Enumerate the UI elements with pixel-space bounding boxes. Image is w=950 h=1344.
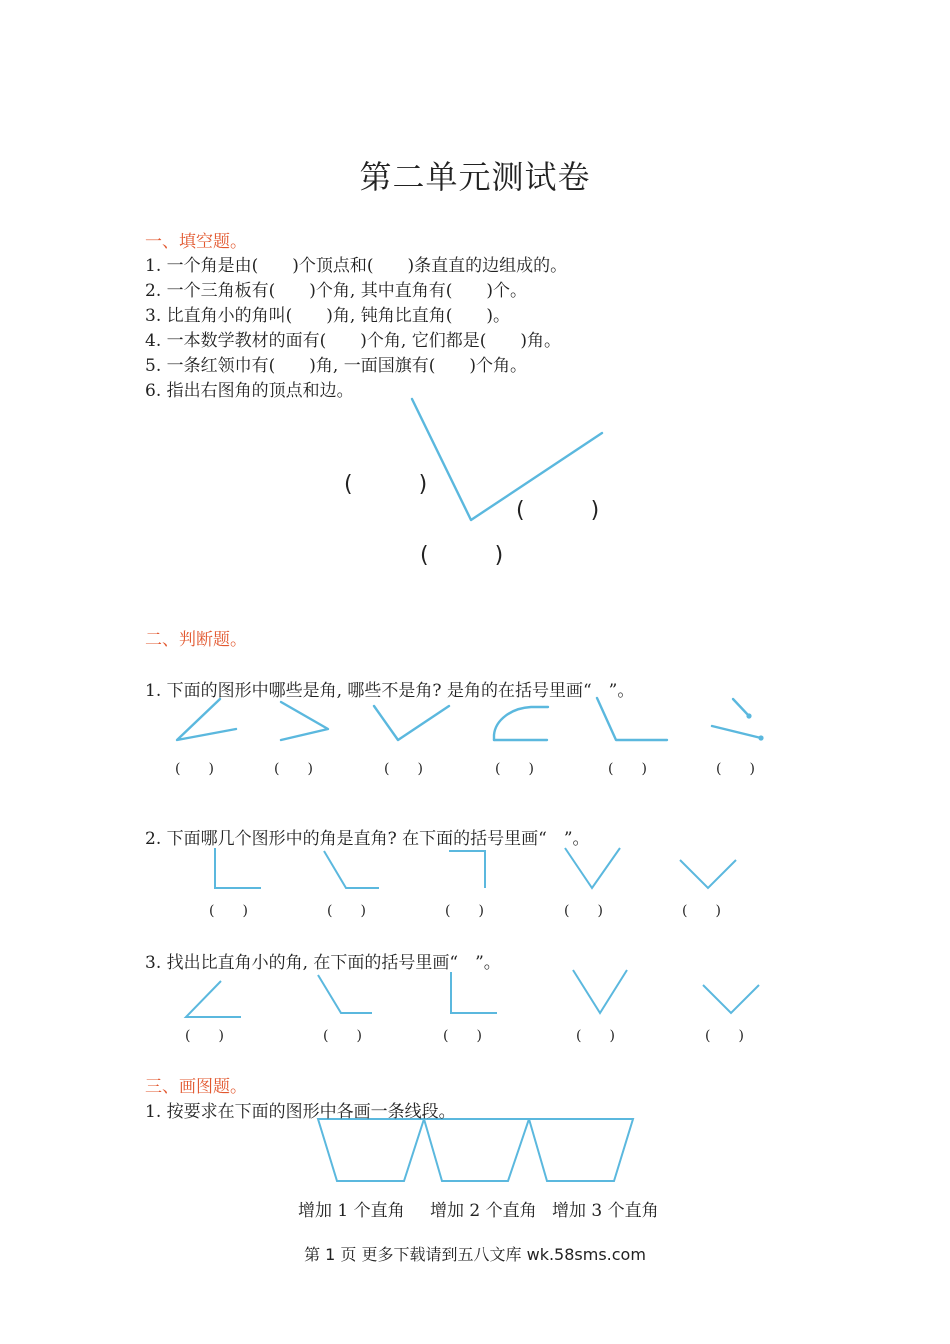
fill-question-3: 3. 比直角小的角叫( )角, 钝角比直角( )。 — [145, 306, 510, 326]
answer-paren: ( ) — [209, 903, 248, 919]
angle-figure — [177, 699, 236, 740]
curved-figure — [494, 707, 548, 740]
answer-paren: ( ) — [564, 903, 603, 919]
angle-figure — [573, 970, 627, 1013]
angle-figure — [324, 851, 379, 888]
judge-question-1: 1. 下面的图形中哪些是角, 哪些不是角? 是角的在括号里画“ ”。 — [145, 681, 635, 701]
answer-paren: ( ) — [274, 761, 313, 777]
dot-icon — [758, 735, 763, 740]
judge-question-3: 3. 找出比直角小的角, 在下面的括号里画“ ”。 — [145, 953, 501, 973]
section-2-heading: 二、判断题。 — [145, 630, 247, 650]
answer-paren: ( ) — [185, 1028, 224, 1044]
section-1-heading: 一、填空题。 — [145, 232, 247, 252]
answer-paren: ( ) — [576, 1028, 615, 1044]
trapezoid-1 — [318, 1119, 424, 1181]
right-angle-figure — [449, 851, 485, 888]
page-footer: 第 1 页 更多下载请到五八文库 wk.58sms.com — [304, 1245, 646, 1264]
answer-paren: ( ) — [445, 903, 484, 919]
judge-question-2: 2. 下面哪几个图形中的角是直角? 在下面的括号里画“ ”。 — [145, 829, 590, 849]
angle-figure — [680, 860, 736, 888]
vertex-side-blank: ( ) — [516, 498, 600, 523]
angle-figure — [186, 981, 241, 1017]
vertex-side-blank: ( ) — [420, 543, 504, 568]
angle-figure — [565, 848, 620, 888]
answer-paren: ( ) — [384, 761, 423, 777]
trapezoid-caption-3: 增加 3 个直角 — [552, 1201, 659, 1221]
answer-paren: ( ) — [443, 1028, 482, 1044]
angle-figure — [703, 985, 759, 1013]
angle-figure — [281, 702, 328, 740]
page-title: 第二单元测试卷 — [359, 158, 591, 196]
trapezoid-2 — [424, 1119, 529, 1181]
right-angle-figure — [451, 972, 497, 1013]
trapezoid-caption-1: 增加 1 个直角 — [298, 1201, 405, 1221]
answer-paren: ( ) — [608, 761, 647, 777]
answer-paren: ( ) — [323, 1028, 362, 1044]
answer-paren: ( ) — [716, 761, 755, 777]
draw-question-1: 1. 按要求在下面的图形中各画一条线段。 — [145, 1102, 456, 1122]
angle-figure — [318, 975, 372, 1013]
open-figure-line-1 — [733, 699, 749, 716]
section-3-heading: 三、画图题。 — [145, 1077, 247, 1097]
answer-paren: ( ) — [495, 761, 534, 777]
vertex-side-blank: ( ) — [344, 472, 428, 497]
trapezoid-caption-2: 增加 2 个直角 — [430, 1201, 537, 1221]
right-angle-figure — [215, 848, 261, 888]
answer-paren: ( ) — [327, 903, 366, 919]
fill-question-4: 4. 一本数学教材的面有( )个角, 它们都是( )角。 — [145, 331, 561, 351]
answer-paren: ( ) — [705, 1028, 744, 1044]
fill-question-6: 6. 指出右图角的顶点和边。 — [145, 381, 354, 401]
dot-icon — [746, 713, 751, 718]
fill-question-2: 2. 一个三角板有( )个角, 其中直角有( )个。 — [145, 281, 527, 301]
trapezoid-3 — [529, 1119, 633, 1181]
answer-paren: ( ) — [175, 761, 214, 777]
fill-question-5: 5. 一条红领巾有( )角, 一面国旗有( )个角。 — [145, 356, 527, 376]
angle-figure — [374, 706, 449, 740]
fill-question-1: 1. 一个角是由( )个顶点和( )条直直的边组成的。 — [145, 256, 568, 276]
angle-figure — [597, 698, 667, 740]
open-figure-line-2 — [712, 726, 761, 738]
answer-paren: ( ) — [682, 903, 721, 919]
